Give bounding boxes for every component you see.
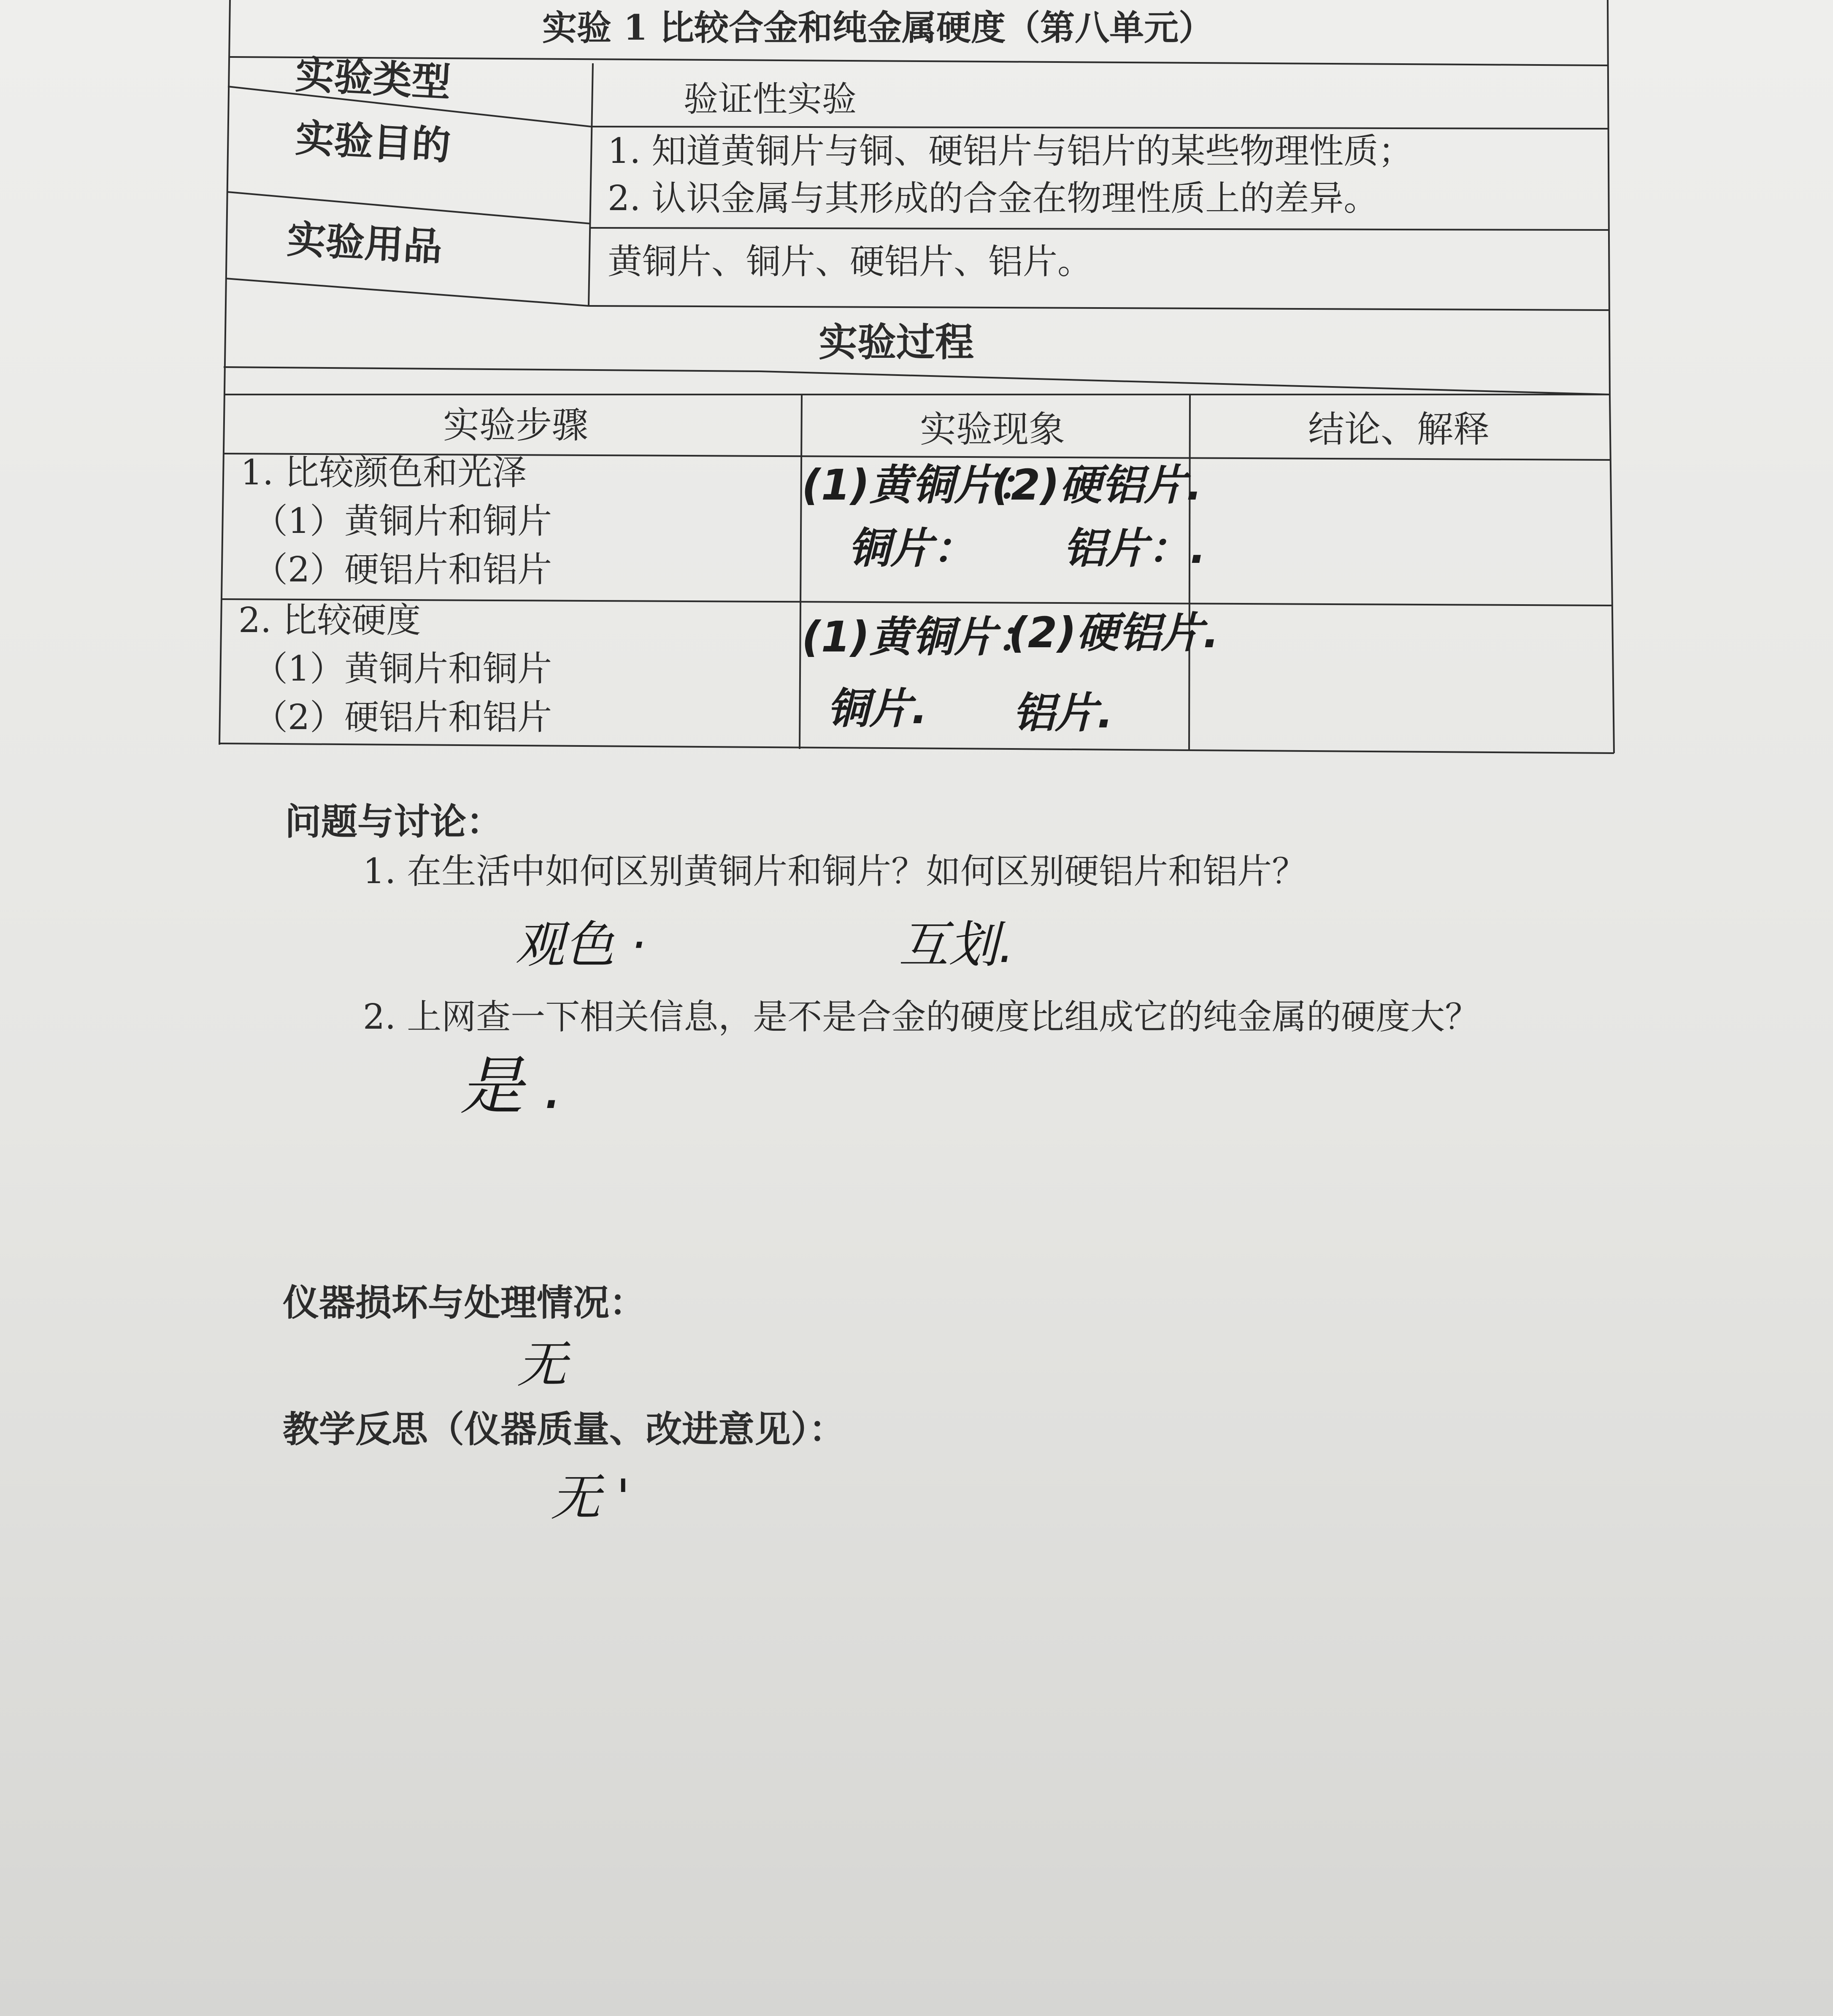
row-value-materials: 黄铜片、铜片、硬铝片、铝片。 bbox=[608, 242, 1092, 282]
discussion-label: 问题与讨论： bbox=[285, 800, 503, 843]
step-2-observation-2: (2)硬铝片. bbox=[1008, 608, 1219, 657]
step-1-title: 1. 比较颜色和光泽 bbox=[241, 453, 527, 493]
row-label-purpose: 实验目的 bbox=[294, 115, 452, 169]
step-2-observation-4: 铝片. bbox=[1013, 688, 1113, 738]
reflection-answer: 无 ' bbox=[551, 1468, 630, 1527]
answer-2: 是 . bbox=[460, 1050, 564, 1123]
step-2-observation-1: (1)黄铜片： bbox=[802, 612, 1038, 662]
purpose-item-2: 2. 认识金属与其形成的合金在物理性质上的差异。 bbox=[608, 178, 1379, 219]
table-title: 实验 1 比较合金和纯金属硬度（第八单元） bbox=[542, 8, 1214, 48]
step-1-observation-1: (1)黄铜片： bbox=[802, 460, 1038, 510]
process-header: 实验过程 bbox=[819, 319, 974, 365]
step-1-observation-2: (2)硬铝片. bbox=[992, 460, 1202, 510]
col-header-observation: 实验现象 bbox=[920, 408, 1065, 451]
step-1-observation-3: 铜片： bbox=[848, 524, 975, 573]
row-value-type: 验证性实验 bbox=[684, 79, 857, 119]
question-1: 1. 在生活中如何区别黄铜片和铜片？如何区别硬铝片和铝片？ bbox=[363, 851, 1307, 892]
step-2-sub-2: （2）硬铝片和铝片 bbox=[253, 697, 552, 738]
damage-answer: 无 bbox=[517, 1335, 567, 1394]
step-2-title: 2. 比较硬度 bbox=[238, 600, 421, 640]
purpose-item-1: 1. 知道黄铜片与铜、硬铝片与铝片的某些物理性质； bbox=[608, 131, 1413, 171]
row-label-type: 实验类型 bbox=[294, 51, 452, 105]
damage-label: 仪器损坏与处理情况： bbox=[283, 1281, 646, 1324]
step-1-sub-2: （2）硬铝片和铝片 bbox=[253, 550, 552, 590]
step-2-sub-1: （1）黄铜片和铜片 bbox=[253, 649, 552, 689]
col-header-conclusion: 结论、解释 bbox=[1308, 408, 1490, 451]
question-2: 2. 上网查一下相关信息，是不是合金的硬度比组成它的纯金属的硬度大？ bbox=[363, 997, 1480, 1037]
step-1-sub-1: （1）黄铜片和铜片 bbox=[253, 501, 552, 541]
row-label-materials: 实验用品 bbox=[286, 216, 443, 270]
step-1-observation-4: 铝片：. bbox=[1063, 524, 1206, 573]
step-2-observation-3: 铜片. bbox=[827, 684, 927, 733]
answer-1-right: 互划. bbox=[899, 916, 1014, 974]
answer-1-left: 观色 · bbox=[515, 916, 646, 974]
reflection-label: 教学反思（仪器质量、改进意见）： bbox=[283, 1408, 845, 1451]
col-header-steps: 实验步骤 bbox=[443, 404, 588, 446]
